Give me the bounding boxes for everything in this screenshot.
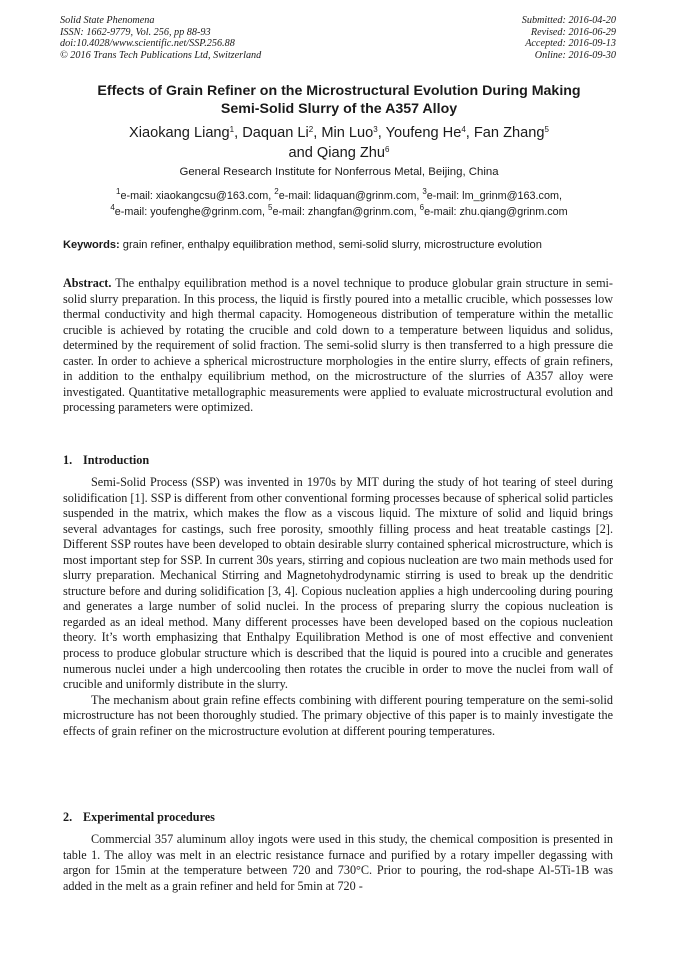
date-revised: Revised: 2016-06-29 (530, 26, 616, 38)
affiliation: General Research Institute for Nonferrous Metal, Beijing, China (179, 166, 499, 178)
author-name: Min Luo (321, 125, 374, 141)
email-entry[interactable]: e-mail: youfenghe@grinm.com, (114, 206, 268, 218)
email-entry[interactable]: e-mail: zhu.qiang@grinm.com (424, 206, 568, 218)
section-heading-introduction (63, 453, 149, 468)
email-mark: 3 (422, 187, 427, 196)
paragraph: Commercial 357 aluminum alloy ingots were used in this study, the chemical composition is presented in table 1. The alloy was melt in an electric resistance furnace and purified by a rotary impeller degassing with argon for 15min at the temperature between 720 and 730°C. Prior to pouring, the rod-shape Al-5Ti-1B was added in the melt as a grain refiner and held for 5min at 720 - (63, 832, 613, 893)
section-title: Experimental procedures (83, 810, 215, 824)
author-name: Fan Zhang (473, 125, 545, 141)
author-affil-mark: 3 (373, 125, 378, 134)
journal-copyright: © 2016 Trans Tech Publications Ltd, Switzerland (60, 49, 262, 61)
date-accepted: Accepted: 2016-09-13 (525, 38, 616, 50)
email-mark: 2 (274, 187, 279, 196)
journal-name: Solid State Phenomena (60, 15, 155, 26)
abstract-text: The enthalpy equilibration method is a novel technique to produce globular grain structure in semi-solid slurry preparation. In this process, the liquid is firstly poured into a metallic crucible, which possesses low thermal conductivity and high thermal capacity. Homogeneous distribution of temperature within the metallic crucible is achieved by rotating the crucible and cold down to a temperature between liquidus and solidus, determined by the requirement of solid fraction. The semi-solid slurry is then transferred to a high pressure die caster. In order to achieve a spherical microstructure morphologies in the entire slurry, effects of grain refiners, in addition to the enthalpy equilibrium method, on the microstructure of the slurries of A357 alloy were investigated. Quantitative metallographic measurements were applied to evaluate microstructural evolution and processing parameters were optimized. (63, 276, 613, 415)
email-line-2 (40, 204, 638, 220)
author-name: Youfeng He (385, 125, 462, 141)
section-heading-experimental (63, 810, 215, 825)
author-list (50, 123, 628, 163)
email-entry[interactable]: e-mail: lm_grinm@163.com, (426, 190, 562, 202)
email-entry[interactable]: e-mail: lidaquan@grinm.com, (278, 190, 423, 202)
email-mark: 6 (419, 203, 425, 212)
author-separator: , (377, 125, 386, 141)
author-affil-mark: 4 (461, 125, 466, 134)
section-number: 1. (63, 453, 73, 467)
paper-title-line1: Effects of Grain Refiner on the Microstructural Evolution During Making (97, 83, 581, 99)
email-list (40, 188, 638, 220)
author-affil-mark: 6 (385, 145, 390, 154)
journal-doi[interactable]: doi:10.4028/www.scientific.net/SSP.256.88 (60, 38, 235, 50)
author-name: and Qiang Zhu (288, 145, 386, 161)
paragraph: Semi-Solid Process (SSP) was invented in 1970s by MIT during the study of hot tearing of steel during solidification [1]. SSP is different from other conventional forming processes because of spherical solid particles suspended in the matrix, which makes the flow as a viscous liquid. The mixture of solid and liquid brings several advantages for castings, such free porosity, smoothly filling process and heat treatable castings [2]. Different SSP routes have been developed to obtain desirable slurry contained spherical microstructure, which is most important step for SSP. In current 30s years, stirring and copious nucleation are two main methods used for slurry preparation. Mechanical Stirring and Magnetohydrodynamic stirring is used to break up the dendritic structure before and during solidification [3, 4]. Copious nucleation applies a high undercooling during pouring and generates a large number of solid nuclei. In the process of preparing slurry the copious nucleation is regarded as an ideal method. Many different processes have been developed based on the copious nucleation theory. It’s worth emphasizing that Enthalpy Equilibration Method is one of most effective and convenient process to produce globular structure which is described that the liquid is poured into a crucible and generates numerous nuclei under a high undercooling then rotates the crucible in order to move the nuclei from wall of crucible and uniformly distribute in the slurry. (63, 475, 613, 692)
paper-title-line2: Semi-Solid Slurry of the A357 Alloy (220, 101, 458, 117)
abstract (63, 276, 613, 416)
author-affil-mark: 2 (308, 125, 314, 134)
date-submitted: Submitted: 2016-04-20 (521, 15, 616, 26)
email-mark: 5 (267, 203, 273, 212)
paper-title (50, 82, 628, 118)
email-entry[interactable]: e-mail: xiaokangcsu@163.com, (120, 190, 275, 202)
journal-header-left (60, 15, 261, 61)
author-separator: , (313, 125, 322, 141)
experimental-body (63, 832, 613, 894)
keywords-label: Keywords: (63, 239, 120, 251)
email-line-1 (40, 188, 638, 204)
author-name: Xiaokang Liang (129, 125, 230, 141)
journal-issn: ISSN: 1662-9779, Vol. 256, pp 88-93 (60, 26, 211, 38)
author-line-1 (50, 123, 628, 143)
author-separator: , (465, 125, 474, 141)
email-mark: 4 (110, 203, 115, 212)
paragraph: The mechanism about grain refine effects combining with different pouring temperature on the semi-solid microstructure has not been thoroughly studied. The primary objective of this paper is to mainly investigate the effects of grain refiner on the microstructure evolution at different pouring temperatures. (63, 692, 613, 738)
author-affil-mark: 5 (544, 125, 549, 134)
author-affil-mark: 1 (229, 125, 235, 134)
author-line-2 (50, 143, 628, 163)
abstract-label: Abstract. (63, 276, 112, 290)
section-number: 2. (63, 810, 73, 824)
keywords-text: grain refiner, enthalpy equilibration method, semi-solid slurry, microstructure evolution (119, 239, 542, 251)
email-mark: 1 (116, 187, 121, 196)
section-title: Introduction (83, 453, 150, 467)
date-online: Online: 2016-09-30 (534, 49, 616, 61)
email-entry[interactable]: e-mail: zhangfan@grinm.com, (272, 206, 420, 218)
author-name: Daquan Li (242, 125, 309, 141)
author-separator: , (234, 125, 243, 141)
keywords (63, 238, 623, 252)
journal-header-right (522, 15, 616, 61)
introduction-body (63, 475, 613, 739)
